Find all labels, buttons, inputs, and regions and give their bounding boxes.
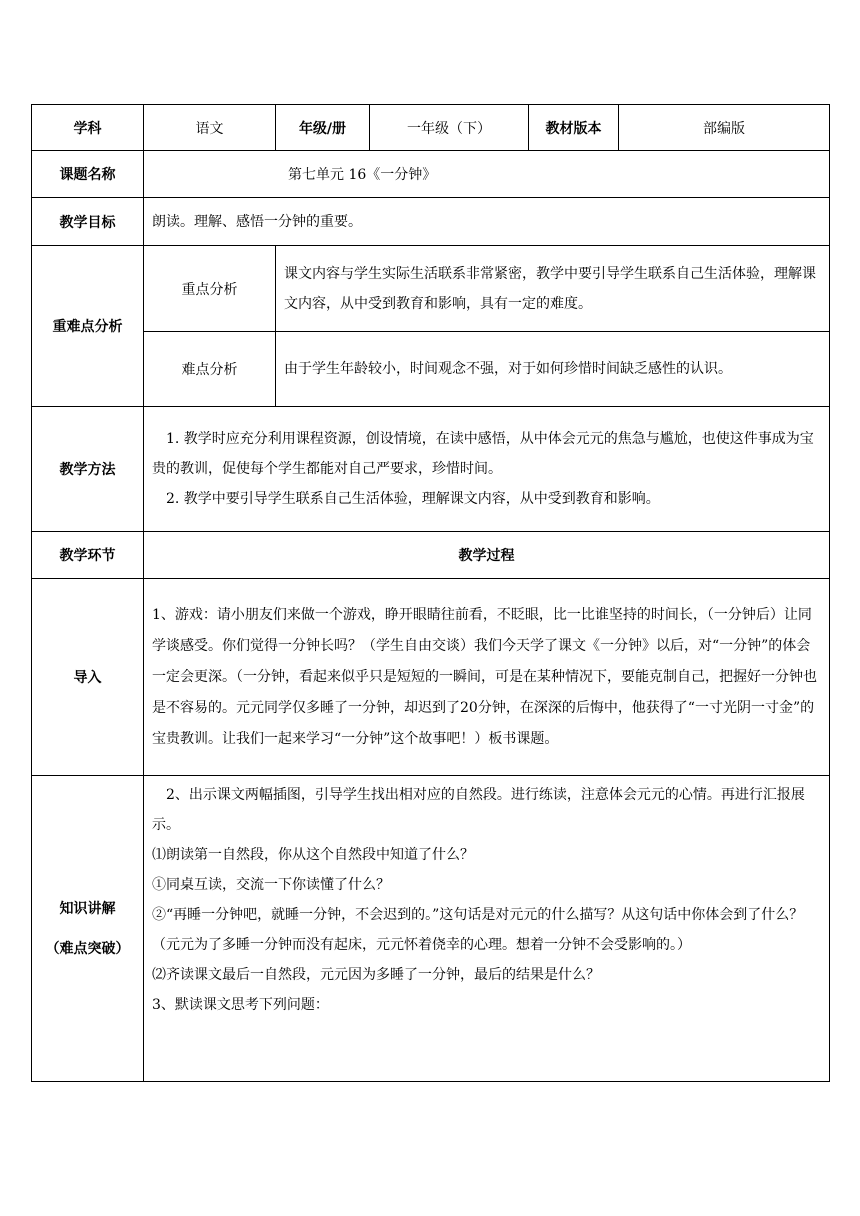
knowledge-row (32, 776, 830, 1082)
teaching-method-label: 教学方法 (32, 407, 144, 532)
knowledge-line: ②“再睡一分钟吧，就睡一分钟，不会迟到的。”这句话是对元元的什么描写？从这句话中你体会到了什么？ (152, 907, 804, 923)
knowledge-line: （元元为了多睡一分钟而没有起床，元元怀着侥幸的心理。想着一分钟不会受影响的。） (152, 937, 691, 953)
analysis-label: 重难点分析 (32, 246, 144, 407)
teaching-stage-label: 教学环节 (32, 532, 144, 579)
knowledge-line: ①同桌互读，交流一下你读懂了什么？ (152, 877, 390, 893)
knowledge-content (144, 776, 830, 1082)
goal-row (32, 198, 830, 246)
key-analysis-row (32, 246, 830, 332)
knowledge-line: 2、出示课文两幅插图，引导学生找出相对应的自然段。进行练读，注意体会元元的心情。再进行汇报展示。 (152, 787, 805, 833)
method-item: 2. 教学中要引导学生联系自己生活体验，理解课文内容，从中受到教育和影响。 (166, 491, 660, 507)
knowledge-line: ⑴朗读第一自然段，你从这个自然段中知道了什么？ (152, 847, 474, 863)
intro-text: 1、游戏：请小朋友们来做一个游戏，睁开眼睛往前看，不眨眼，比一比谁坚持的时间长，（一分钟后）让同学谈感受。你们觉得一分钟长吗？（学生自由交谈）我们今天学了课文《一分钟》以后，对“一分钟”的体会一定会更深。（一分钟，看起来似乎只是短短的一瞬间，可是在某种情况下，要能克制自己，把握好一分钟也是不容易的。元元同学仅多睡了一分钟，却迟到了20分钟，在深深的后悔中，他获得了“一寸光阴一寸金”的宝贵教训。让我们一起来学习“一分钟”这个故事吧！）板书课题。 (144, 579, 830, 776)
knowledge-label-line2: （难点突破） (45, 940, 130, 957)
key-point-label: 重点分析 (144, 246, 276, 332)
edition-value: 部编版 (619, 105, 830, 151)
lesson-title-label: 课题名称 (32, 151, 144, 198)
method-item: 1. 教学时应充分利用课程资源，创设情境，在读中感悟，从中体会元元的焦急与尴尬，也使这件事成为宝贵的教训，促使每个学生都能对自己严要求，珍惜时间。 (152, 431, 814, 477)
difficult-point-text: 由于学生年龄较小，时间观念不强，对于如何珍惜时间缺乏感性的认识。 (276, 332, 830, 407)
difficult-point-label: 难点分析 (144, 332, 276, 407)
intro-label: 导入 (32, 579, 144, 776)
title-row (32, 151, 830, 198)
subject-label: 学科 (32, 105, 144, 151)
lesson-plan-table (31, 104, 830, 1082)
edition-label: 教材版本 (529, 105, 619, 151)
knowledge-line: 3、默读课文思考下列问题： (152, 997, 329, 1013)
info-row (32, 105, 830, 151)
key-point-text: 课文内容与学生实际生活联系非常紧密，教学中要引导学生联系自己生活体验，理解课文内容，从中受到教育和影响，具有一定的难度。 (276, 246, 830, 332)
teaching-method-content (144, 407, 830, 532)
knowledge-line: ⑵齐读课文最后一自然段，元元因为多睡了一分钟，最后的结果是什么？ (152, 967, 600, 983)
lesson-title-value: 第七单元 16《一分钟》 (288, 167, 437, 183)
intro-row (32, 579, 830, 776)
difficult-analysis-row (32, 332, 830, 407)
subject-value: 语文 (144, 105, 276, 151)
grade-label: 年级/册 (276, 105, 370, 151)
process-header-row (32, 532, 830, 579)
teaching-goal-value: 朗读。理解、感悟一分钟的重要。 (144, 198, 830, 246)
grade-value: 一年级（下） (370, 105, 529, 151)
method-row (32, 407, 830, 532)
teaching-process-heading: 教学过程 (144, 532, 830, 579)
knowledge-label-line1: 知识讲解 (59, 900, 116, 917)
knowledge-label (32, 776, 144, 1082)
teaching-goal-label: 教学目标 (32, 198, 144, 246)
